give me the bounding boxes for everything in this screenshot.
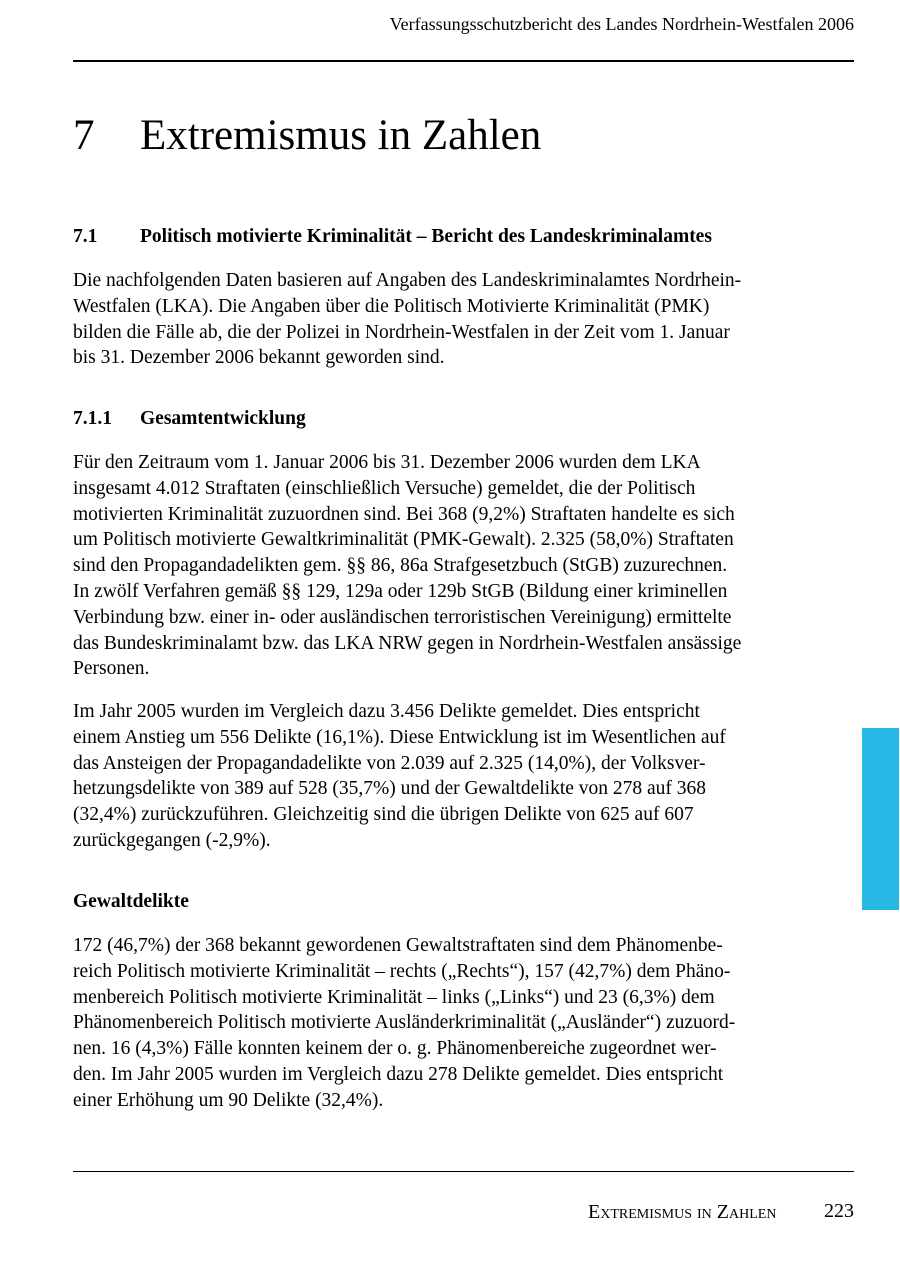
gewaltdelikte-paragraph [73,933,813,1114]
text-line: einer Erhöhung um 90 Delikte (32,4%). [73,1089,384,1111]
text-line: (32,4%) zurückzuführen. Gleichzeitig sind die übrigen Delikte von 625 auf 607 [73,804,694,826]
text-line: Die nachfolgenden Daten basieren auf Angaben des Landeskriminalamtes Nordrhein- [73,270,742,291]
chapter-side-tab [862,728,899,910]
section-7-1-1-title: Gesamtentwicklung [140,408,306,429]
gesamtentwicklung-paragraph-2 [73,699,813,854]
section-7-1-paragraph [73,268,813,371]
text-line: das Bundeskriminalamt bzw. das LKA NRW gegen in Nordrhein-Westfalen ansässige [73,632,742,654]
footer-rule [73,1171,854,1172]
footer-section-title: Extremismus in Zahlen [588,1201,777,1223]
text-line: reich Politisch motivierte Kriminalität – rechts („Rechts“), 157 (42,7%) dem Phäno- [73,960,731,982]
text-line: Im Jahr 2005 wurden im Vergleich dazu 3.456 Delikte gemeldet. Dies entspricht [73,701,700,722]
text-line: Verbindung bzw. einer in- oder ausländischen terroristischen Vereinigung) ermittelte [73,606,732,628]
gesamtentwicklung-paragraph-1 [73,450,813,682]
text-line: zurückgegangen (-2,9%). [73,829,271,851]
chapter-number: 7 [73,112,95,159]
text-line: Personen. [73,658,150,680]
text-line: In zwölf Verfahren gemäß §§ 129, 129a oder 129b StGB (Bildung einer kriminellen [73,580,728,602]
running-header: Verfassungsschutzbericht des Landes Nordrhein-Westfalen 2006 [389,14,854,34]
section-7-1-title: Politisch motivierte Kriminalität – Bericht des Landeskriminalamtes [140,226,712,247]
text-line: um Politisch motivierte Gewaltkriminalität (PMK-Gewalt). 2.325 (58,0%) Straftaten [73,529,734,551]
text-line: den. Im Jahr 2005 wurden im Vergleich dazu 278 Delikte gemeldet. Dies entspricht [73,1063,724,1085]
text-line: bis 31. Dezember 2006 bekannt geworden sind. [73,347,445,369]
text-line: menbereich Politisch motivierte Kriminalität – links („Links“) und 23 (6,3%) dem [73,986,715,1008]
section-7-1-number: 7.1 [73,226,98,247]
text-line: hetzungsdelikte von 389 auf 528 (35,7%) und der Gewaltdelikte von 278 auf 368 [73,778,707,800]
chapter-title [73,110,541,162]
text-line: einem Anstieg um 556 Delikte (16,1%). Diese Entwicklung ist im Wesentlichen auf [73,726,726,748]
text-line: sind den Propagandadelikten gem. §§ 86, 86a Strafgesetzbuch (StGB) zuzurechnen. [73,555,728,577]
header-rule [73,60,854,62]
chapter-title-text: Extremismus in Zahlen [140,112,542,159]
text-line: das Ansteigen der Propagandadelikte von 2.039 auf 2.325 (14,0%), der Volksver- [73,752,706,774]
text-line: nen. 16 (4,3%) Fälle konnten keinem der o. g. Phänomenbereiche zugeordnet wer- [73,1038,717,1060]
text-line: Westfalen (LKA). Die Angaben über die Politisch Motivierte Kriminalität (PMK) [73,295,710,317]
text-line: Für den Zeitraum vom 1. Januar 2006 bis 31. Dezember 2006 wurden dem LKA [73,452,701,473]
text-line: Phänomenbereich Politisch motivierte Ausländerkriminalität („Ausländer“) zuzuord- [73,1012,736,1034]
text-line: insgesamt 4.012 Straftaten (einschließlich Versuche) gemeldet, die der Politisch [73,477,696,499]
section-7-1-1-number: 7.1.1 [73,408,112,429]
text-line: bilden die Fälle ab, die der Polizei in Nordrhein-Westfalen in der Zeit vom 1. Januar [73,321,730,343]
gewaltdelikte-heading: Gewaltdelikte [73,891,189,912]
text-line: 172 (46,7%) der 368 bekannt gewordenen Gewaltstraftaten sind dem Phänomenbe- [73,935,723,956]
section-7-1-heading [73,225,813,249]
section-7-1-1-heading [73,407,813,431]
text-line: motivierten Kriminalität zuzuordnen sind. Bei 368 (9,2%) Straftaten handelte es sich [73,503,735,525]
page-number: 223 [824,1200,854,1222]
